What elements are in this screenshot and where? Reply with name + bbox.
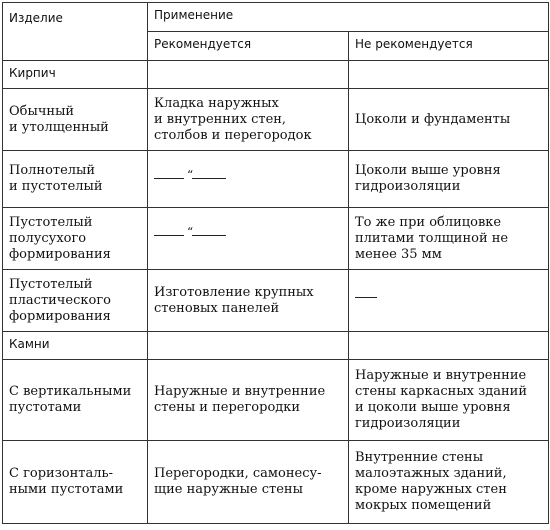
not-recommended-cell: То же при облицовке плитами толщиной не менее 35 мм — [349, 208, 549, 270]
section-row — [3, 332, 549, 360]
table-row — [3, 89, 549, 151]
ditto-mark — [154, 225, 226, 242]
not-recommended-cell: Цоколи и фундаменты — [349, 89, 549, 151]
none-dash — [355, 297, 377, 298]
empty-cell — [349, 332, 549, 360]
application-table-container — [2, 2, 548, 528]
ditto-quote: “ — [187, 225, 194, 239]
header-item: Изделие — [3, 3, 148, 61]
ditto-quote: “ — [187, 168, 194, 182]
item-cell: Полнотелый и пустотелый — [3, 151, 148, 208]
recommended-cell-ditto — [148, 151, 349, 208]
header-not-recommended: Не рекомендуется — [349, 32, 549, 61]
item-cell: С горизонталь- ными пустотами — [3, 441, 148, 524]
empty-cell — [148, 61, 349, 89]
item-cell: Обычный и утолщенный — [3, 89, 148, 151]
empty-cell — [148, 332, 349, 360]
recommended-cell: Перегородки, самонесу- щие наружные стены — [148, 441, 349, 524]
not-recommended-cell-none — [349, 270, 549, 332]
item-cell: Пустотелый полусухого формирования — [3, 208, 148, 270]
not-recommended-cell: Внутренние стены малоэтажных зданий, кроме наружных стен мокрых помещений — [349, 441, 549, 524]
item-cell: С вертикальными пустотами — [3, 360, 148, 441]
item-cell: Пустотелый пластического формирования — [3, 270, 148, 332]
not-recommended-cell: Цоколи выше уровня гидроизоляции — [349, 151, 549, 208]
table-row — [3, 270, 549, 332]
table-row — [3, 360, 549, 441]
brick-application-table — [2, 2, 549, 524]
recommended-cell: Наружные и внутренние стены и перегородки — [148, 360, 349, 441]
recommended-cell: Кладка наружных и внутренних стен, столбов и перегородок — [148, 89, 349, 151]
table-row — [3, 441, 549, 524]
not-recommended-cell: Наружные и внутренние стены каркасных зданий и цоколи выше уровня гидроизоляции — [349, 360, 549, 441]
section-title-stones: Камни — [3, 332, 148, 360]
table-row — [3, 151, 549, 208]
table-row — [3, 208, 549, 270]
header-application: Применение — [148, 3, 549, 32]
ditto-mark — [154, 168, 226, 185]
recommended-cell-ditto — [148, 208, 349, 270]
section-title-brick: Кирпич — [3, 61, 148, 89]
recommended-cell: Изготовление крупных стеновых панелей — [148, 270, 349, 332]
header-recommended: Рекомендуется — [148, 32, 349, 61]
empty-cell — [349, 61, 549, 89]
section-row — [3, 61, 549, 89]
